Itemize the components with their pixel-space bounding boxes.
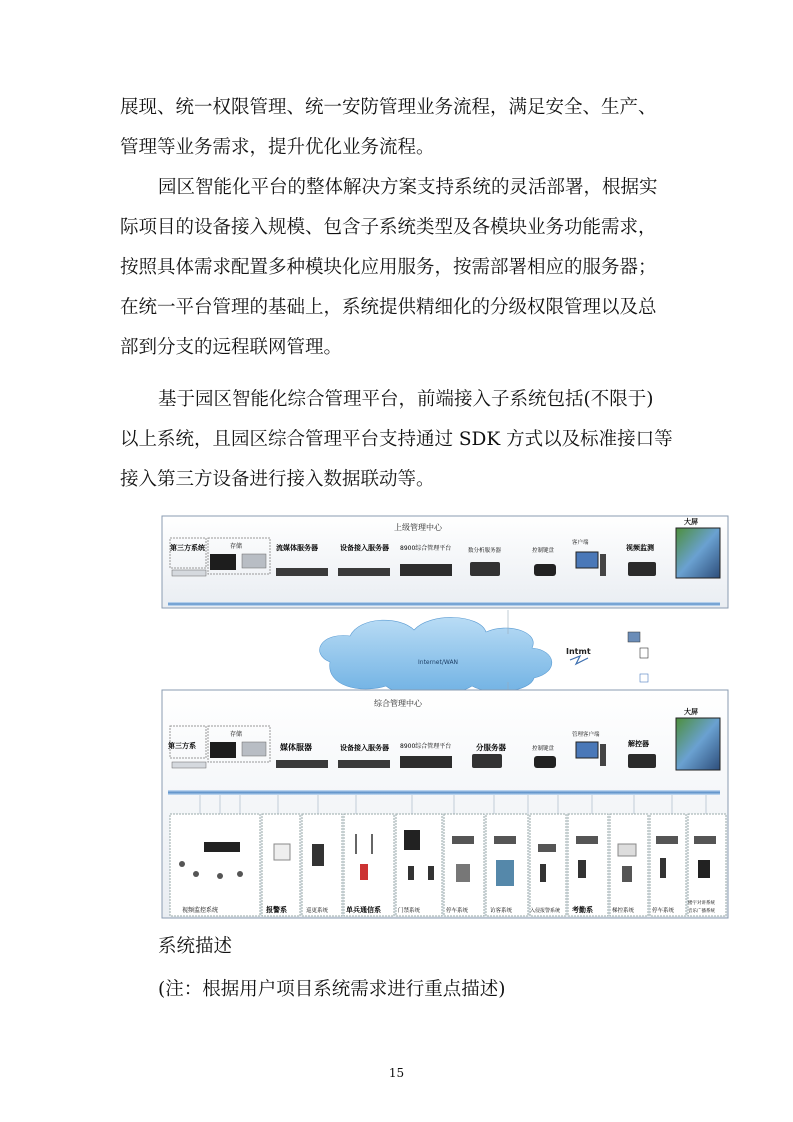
upper-bus <box>168 602 720 606</box>
subsystem-access-control <box>396 814 442 916</box>
subsystem-alarm <box>262 814 300 916</box>
paragraph-3 <box>120 380 680 500</box>
svg-text:第三方系: 第三方系 <box>168 742 196 750</box>
svg-text:大屏: 大屏 <box>684 518 698 526</box>
text-line: 管理等业务需求，提升优化业务流程。 <box>120 137 435 158</box>
svg-text:停车系统: 停车系统 <box>446 908 469 914</box>
text-line: 接入第三方设备进行接入数据联动等。 <box>120 469 435 490</box>
svg-text:视频监控系统: 视频监控系统 <box>182 907 219 914</box>
subsystem-intrusion-alarm <box>530 814 566 916</box>
svg-text:考勤系: 考勤系 <box>572 906 593 914</box>
svg-text:数分析服务器: 数分析服务器 <box>468 548 502 554</box>
subsystem-parking <box>444 814 484 916</box>
system-description-heading: 系统描述 <box>158 936 233 957</box>
svg-text:访客系统: 访客系统 <box>490 908 513 914</box>
svg-text:停车系统: 停车系统 <box>652 908 675 914</box>
subsystem-intercom <box>688 814 726 916</box>
svg-text:第三方系统: 第三方系统 <box>170 544 205 552</box>
svg-text:8900综合管理平台: 8900综合管理平台 <box>400 743 452 750</box>
upper-center-title: 上级管理中心 <box>394 523 442 532</box>
upper-management-center <box>162 516 728 608</box>
svg-text:存储: 存储 <box>230 543 243 550</box>
svg-text:大屏: 大屏 <box>684 708 698 716</box>
svg-text:存储: 存储 <box>230 731 243 738</box>
text-line: 以上系统，且园区综合管理平台支持通过 SDK 方式以及标准接口等 <box>120 429 673 450</box>
svg-text:单兵通信系: 单兵通信系 <box>346 906 381 914</box>
subsystem-elevator <box>610 814 648 916</box>
text-line: 在统一平台管理的基础上，系统提供精细化的分级权限管理以及总 <box>120 297 657 318</box>
svg-text:Intmt: Intmt <box>566 647 591 656</box>
svg-text:控制键盘: 控制键盘 <box>532 548 555 554</box>
lower-device-branch-server <box>472 742 506 768</box>
text-line: 基于园区智能化综合管理平台，前端接入子系统包括(不限于) <box>158 389 654 410</box>
paragraph-2 <box>120 168 680 368</box>
svg-text:8900综合管理平台: 8900综合管理平台 <box>400 545 452 552</box>
text-line: 际项目的设备接入规模、包含子系统类型及各模块业务功能需求， <box>120 217 657 238</box>
svg-text:流媒体服务器: 流媒体服务器 <box>276 544 318 552</box>
svg-text:巡更系统: 巡更系统 <box>306 908 329 914</box>
svg-text:客户端: 客户端 <box>572 540 589 546</box>
page-number: 15 <box>388 1066 405 1080</box>
paragraph-1 <box>120 88 680 168</box>
svg-text:音乐广播系统: 音乐广播系统 <box>688 909 715 914</box>
svg-text:管理客户端: 管理客户端 <box>572 732 600 738</box>
svg-text:媒体服器: 媒体服器 <box>280 743 312 752</box>
svg-text:入侵报警系统: 入侵报警系统 <box>530 908 561 914</box>
text-line: 展现、统一权限管理、统一安防管理业务流程，满足安全、生产、 <box>120 97 657 118</box>
subsystem-parking-2 <box>650 814 686 916</box>
subsystem-single-soldier <box>344 814 394 916</box>
svg-text:设备接入服务器: 设备接入服务器 <box>340 544 389 552</box>
note-text: (注：根据用户项目系统需求进行重点描述) <box>158 979 506 1000</box>
network-cloud <box>320 610 648 696</box>
text-line: 园区智能化平台的整体解决方案支持系统的灵活部署，根据实 <box>158 177 658 198</box>
lower-center-title: 综合管理中心 <box>374 699 422 708</box>
subsystem-attendance <box>568 814 608 916</box>
text-line: 按照具体需求配置多种模块化应用服务，按需部署相应的服务器； <box>120 257 657 278</box>
svg-text:门禁系统: 门禁系统 <box>398 908 421 914</box>
svg-text:解控器: 解控器 <box>628 740 649 748</box>
svg-text:分服务器: 分服务器 <box>476 743 506 752</box>
subsystem-visitor <box>486 814 528 916</box>
svg-text:控制键盘: 控制键盘 <box>532 746 555 752</box>
subsystem-video-surveillance <box>170 814 260 916</box>
lower-management-center <box>162 690 728 918</box>
lower-bus <box>168 790 720 795</box>
svg-text:设备接入服务器: 设备接入服务器 <box>340 744 389 752</box>
system-architecture-diagram <box>160 514 730 920</box>
subsystem-patrol <box>302 814 342 916</box>
svg-text:梯控系统: 梯控系统 <box>612 908 635 914</box>
svg-text:报警系: 报警系 <box>266 906 287 914</box>
svg-text:视频监测: 视频监测 <box>626 544 654 552</box>
svg-text:Internet/WAN: Internet/WAN <box>418 659 459 666</box>
svg-text:楼宇对讲系统: 楼宇对讲系统 <box>688 901 715 906</box>
text-line: 部到分支的远程联网管理。 <box>120 337 343 358</box>
